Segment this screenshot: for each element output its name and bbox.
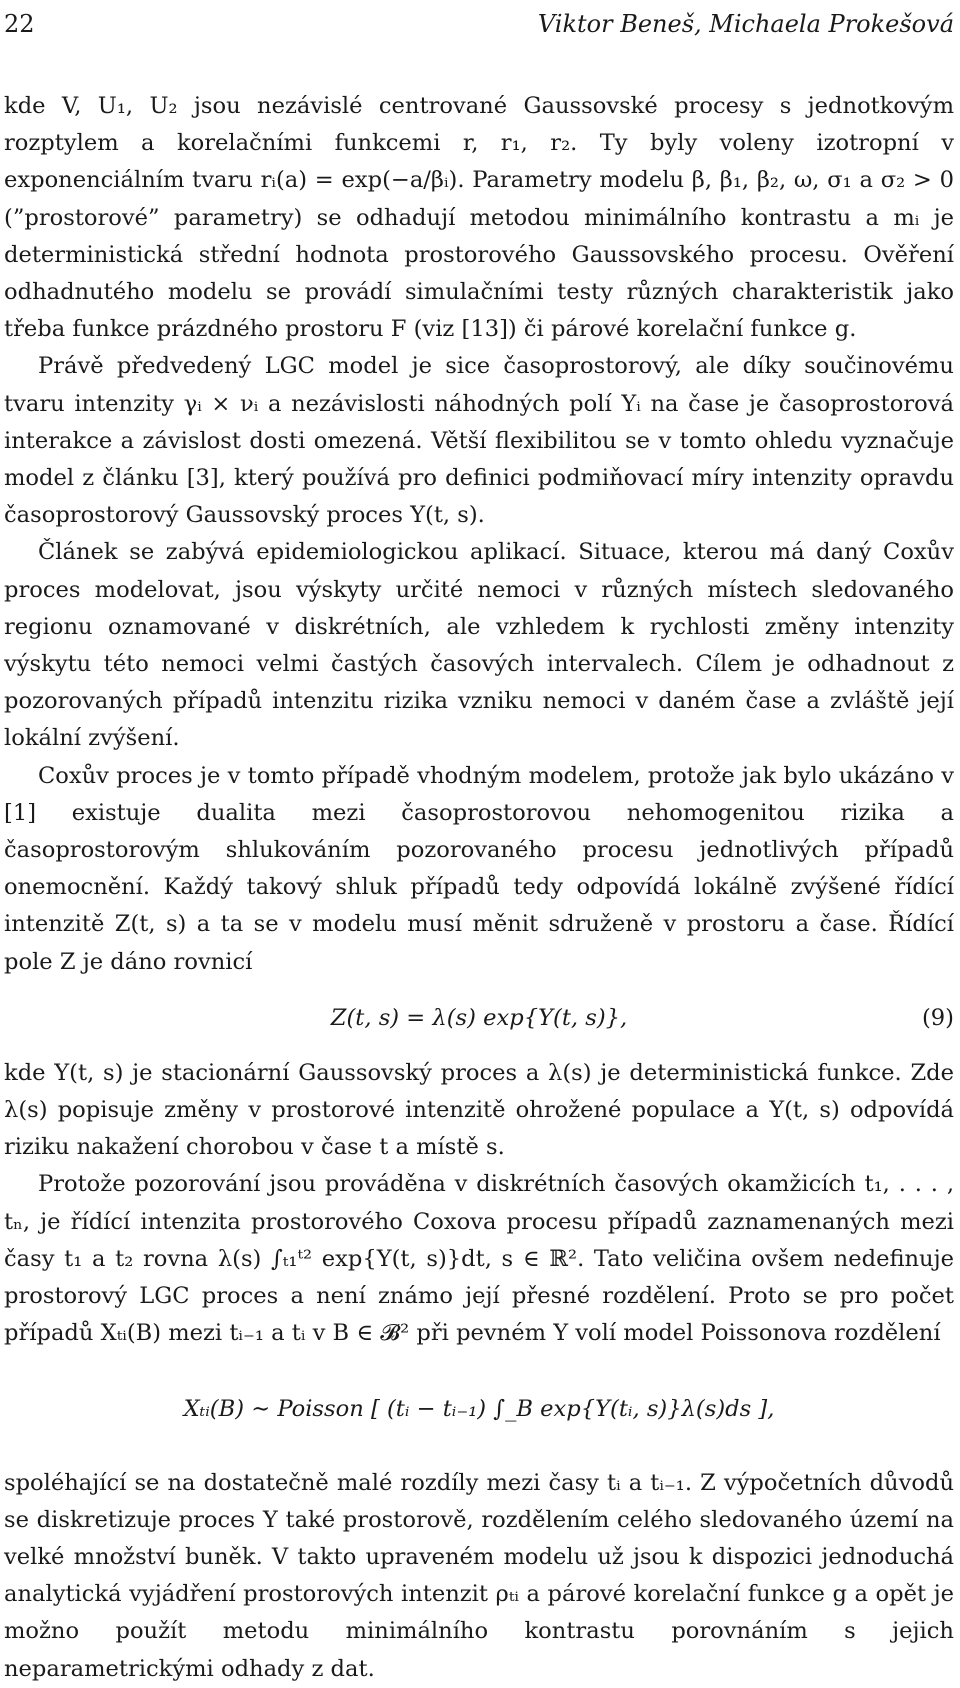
paragraph-model-parameters: kde V, U₁, U₂ jsou nezávislé centrované Gaussovské procesy s jednotkovým rozptylem a korelačními funkcemi r, r₁, r₂. Ty byly voleny izotropní v exponenciálním tvaru rᵢ(a) = exp(−a/βᵢ). Parametry modelu β, β₁, β₂, ω, σ₁ a σ₂ > 0 (”prostorové” parametry) se odhadují metodou minimálního kontrastu a mᵢ je deterministická střední hodnota prostorového Gaussovského procesu. Ověření odhadnutého modelu se provádí simulačními testy různých charakteristik jako třeba funkce prázdného prostoru F (viz [13]) či párové korelační funkce g. [4, 93, 954, 343]
paragraph-epidemiology: Článek se zabývá epidemiologickou aplikací. Situace, kterou má daný Coxův proces modelovat, jsou výskyty určité nemoci v různých místech sledovaného regionu oznamované v diskrétních, ale vzhledem k rychlosti změny intenzity výskytu této nemoci velmi častých časových intervalech. Cílem je odhadnout z pozorovaných případů intenzitu rizika vzniku nemoci v daném čase a zvláště její lokální zvýšení. [4, 539, 954, 752]
paragraph-after-equation-9: kde Y(t, s) je stacionární Gaussovský proces a λ(s) je deterministická funkce. Zde λ(s) popisuje změny v prostorové intenzitě ohrožené populace a Y(t, s) odpovídá riziku nakažení chorobou v čase t a místě s. [4, 1059, 954, 1161]
page-body [4, 88, 954, 1688]
paragraph-discrete-times: Protože pozorování jsou prováděna v diskrétních časových okamžicích t₁, . . . , tₙ, je řídící intenzita prostorového Coxova procesu případů zaznamenaných mezi časy t₁ a t₂ rovna λ(s) ∫ₜ₁ᵗ² exp{Y(t, s)}dt, s ∈ ℝ². Tato veličina ovšem nedefinuje prostorový LGC proces a není známo její přesné rozdělení. Proto se pro počet případů Xₜᵢ(B) mezi tᵢ₋₁ a tᵢ v B ∈ 𝓑² při pevném Y volí model Poissonova rozdělení [4, 1171, 954, 1347]
equation-poisson-formula: Xₜᵢ(B) ∼ Poisson [ (tᵢ − tᵢ₋₁) ∫_B exp{Y(tᵢ, s)}λ(s)ds ], [183, 1395, 775, 1422]
equation-9-number: (9) [921, 1004, 954, 1031]
paragraph-lgc-model: Právě předvedený LGC model je sice časoprostorový, ale díky součinovému tvaru intenzity γᵢ × νᵢ a nezávislosti náhodných polí Yᵢ na čase je časoprostorová interakce a závislost dosti omezená. Větší flexibilitou se v tomto ohledu vyznačuje model z článku [3], který používá pro definici podmiňovací míry intenzity opravdu časoprostorový Gaussovský proces Y(t, s). [4, 353, 954, 529]
page-number: 22 [4, 10, 35, 38]
equation-poisson [4, 1353, 954, 1465]
equation-9 [4, 981, 954, 1055]
equation-9-formula: Z(t, s) = λ(s) exp{Y(t, s)}, [330, 1004, 628, 1031]
paragraph-final: spoléhající se na dostatečně malé rozdíly mezi časy tᵢ a tᵢ₋₁. Z výpočetních důvodů se diskretizuje proces Y také prostorově, rozdělením celého sledovaného území na velké množství buněk. V takto upraveném modelu už jsou k dispozici jednoduchá analytická vyjádření prostorových intenzit ρₜᵢ a párové korelační funkce g a opět je možno použít metodu minimálního kontrastu porovnáním s jejich neparametrickými odhady z dat. [4, 1469, 954, 1682]
paragraph-cox-process: Coxův proces je v tomto případě vhodným modelem, protože jak bylo ukázáno v [1] existuje dualita mezi časoprostorovou nehomogenitou rizika a časoprostorovým shlukováním pozorovaného procesu jednotlivých případů onemocnění. Každý takový shluk případů tedy odpovídá lokálně zvýšené řídící intenzitě Z(t, s) a ta se v modelu musí měnit sdruženě v prostoru a čase. Řídící pole Z je dáno rovnicí [4, 762, 954, 975]
running-header [4, 4, 954, 44]
running-header-authors: Viktor Beneš, Michaela Prokešová [537, 10, 954, 38]
